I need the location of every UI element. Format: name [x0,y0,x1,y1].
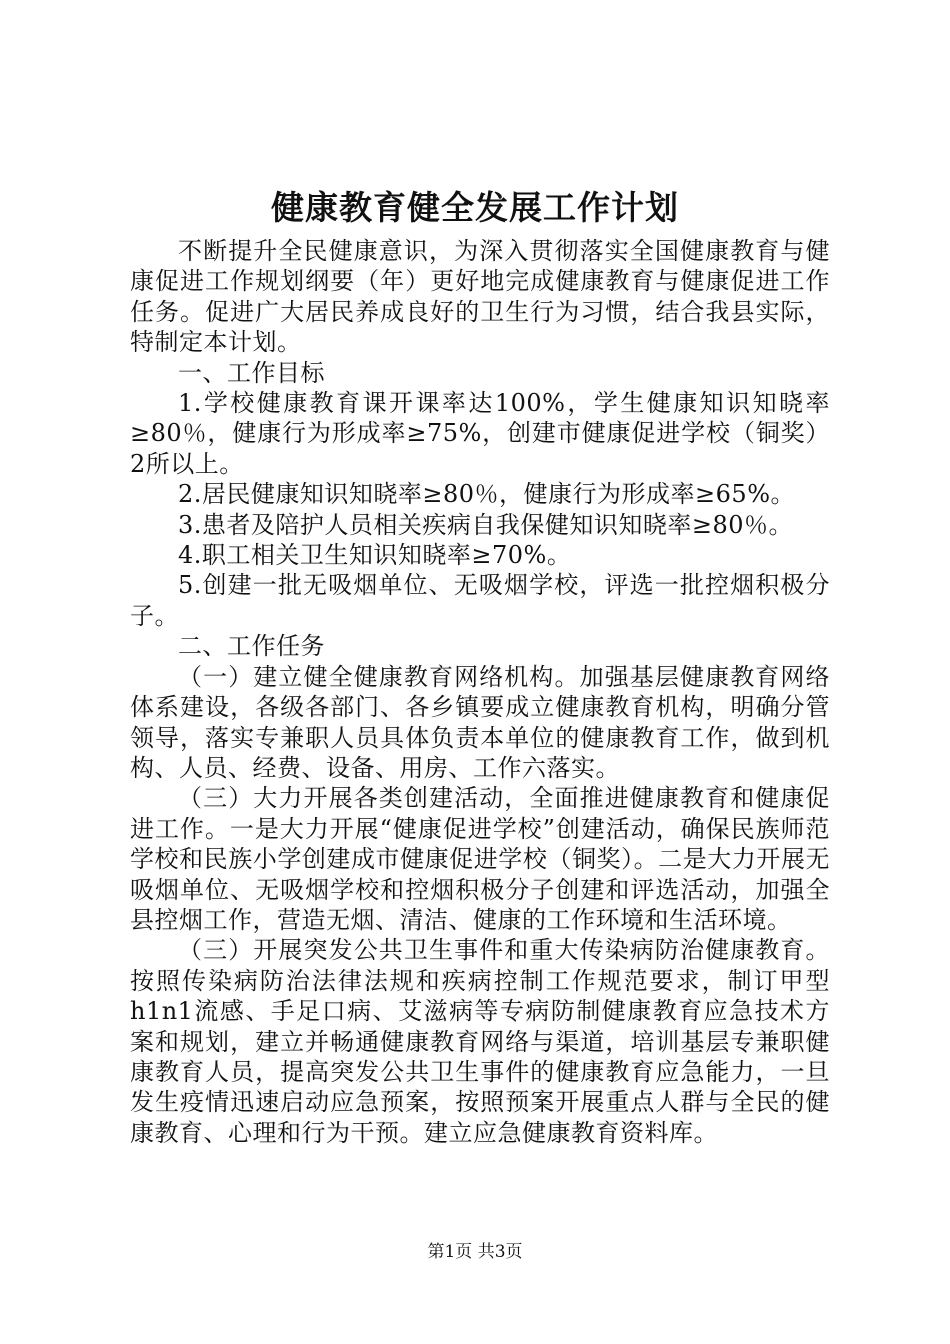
intro-paragraph: 不断提升全民健康意识，为深入贯彻落实全国健康教育与健康促进工作规划纲要（年）更好地完成健康教育与健康促进工作任务。促进广大居民养成良好的卫生行为习惯，结合我县实际，特制定本计划。 [130,237,830,357]
document-title: 健康教育健全发展工作计划 [271,188,679,227]
task-paragraph-1: （一）建立健全健康教育网络机构。加强基层健康教育网络体系建设，各级各部门、各乡镇要成立健康教育机构，明确分管领导，落实专兼职人员具体负责本单位的健康教育工作，做到机构、人员、经费、设备、用房、工作六落实。 [130,662,830,782]
goal-item-4: 4.职工相关卫生知识知晓率≥70%。 [178,541,572,570]
page-footer: 第1页 共3页 [427,1242,523,1262]
goal-item-5: 5.创建一批无吸烟单位、无吸烟学校，评选一批控烟积极分子。 [130,571,830,630]
goal-item-1: 1.学校健康教育课开课率达100%，学生健康知识知晓率≥80％，健康行为形成率≥75%，创建市健康促进学校（铜奖）2所以上。 [130,389,830,478]
task-paragraph-2: （三）大力开展各类创建活动，全面推进健康教育和健康促进工作。一是大力开展“健康促进学校”创建活动，确保民族师范学校和民族小学创建成市健康促进学校（铜奖）。二是大力开展无吸烟单位、无吸烟学校和控烟积极分子创建和评选活动，加强全县控烟工作，营造无烟、清洁、健康的工作环境和生活环境。 [130,784,830,934]
section-heading-tasks: 二、工作任务 [178,632,325,661]
goal-item-3: 3.患者及陪护人员相关疾病自我保健知识知晓率≥80％。 [178,510,794,539]
task-paragraph-3: （三）开展突发公共卫生事件和重大传染病防治健康教育。按照传染病防治法律法规和疾病控制工作规范要求，制订甲型h1n1流感、手足口病、艾滋病等专病防制健康教育应急技术方案和规划，建立并畅通健康教育网络与渠道，培训基层专兼职健康教育人员，提高突发公共卫生事件的健康教育应急能力，一旦发生疫情迅速启动应急预案，按照预案开展重点人群与全民的健康教育、心理和行为干预。建立应急健康教育资料库。 [130,936,830,1147]
document-body [130,236,830,1148]
section-heading-goals: 一、工作目标 [178,358,325,387]
goal-item-2: 2.居民健康知识知晓率≥80％，健康行为形成率≥65%。 [178,480,795,509]
